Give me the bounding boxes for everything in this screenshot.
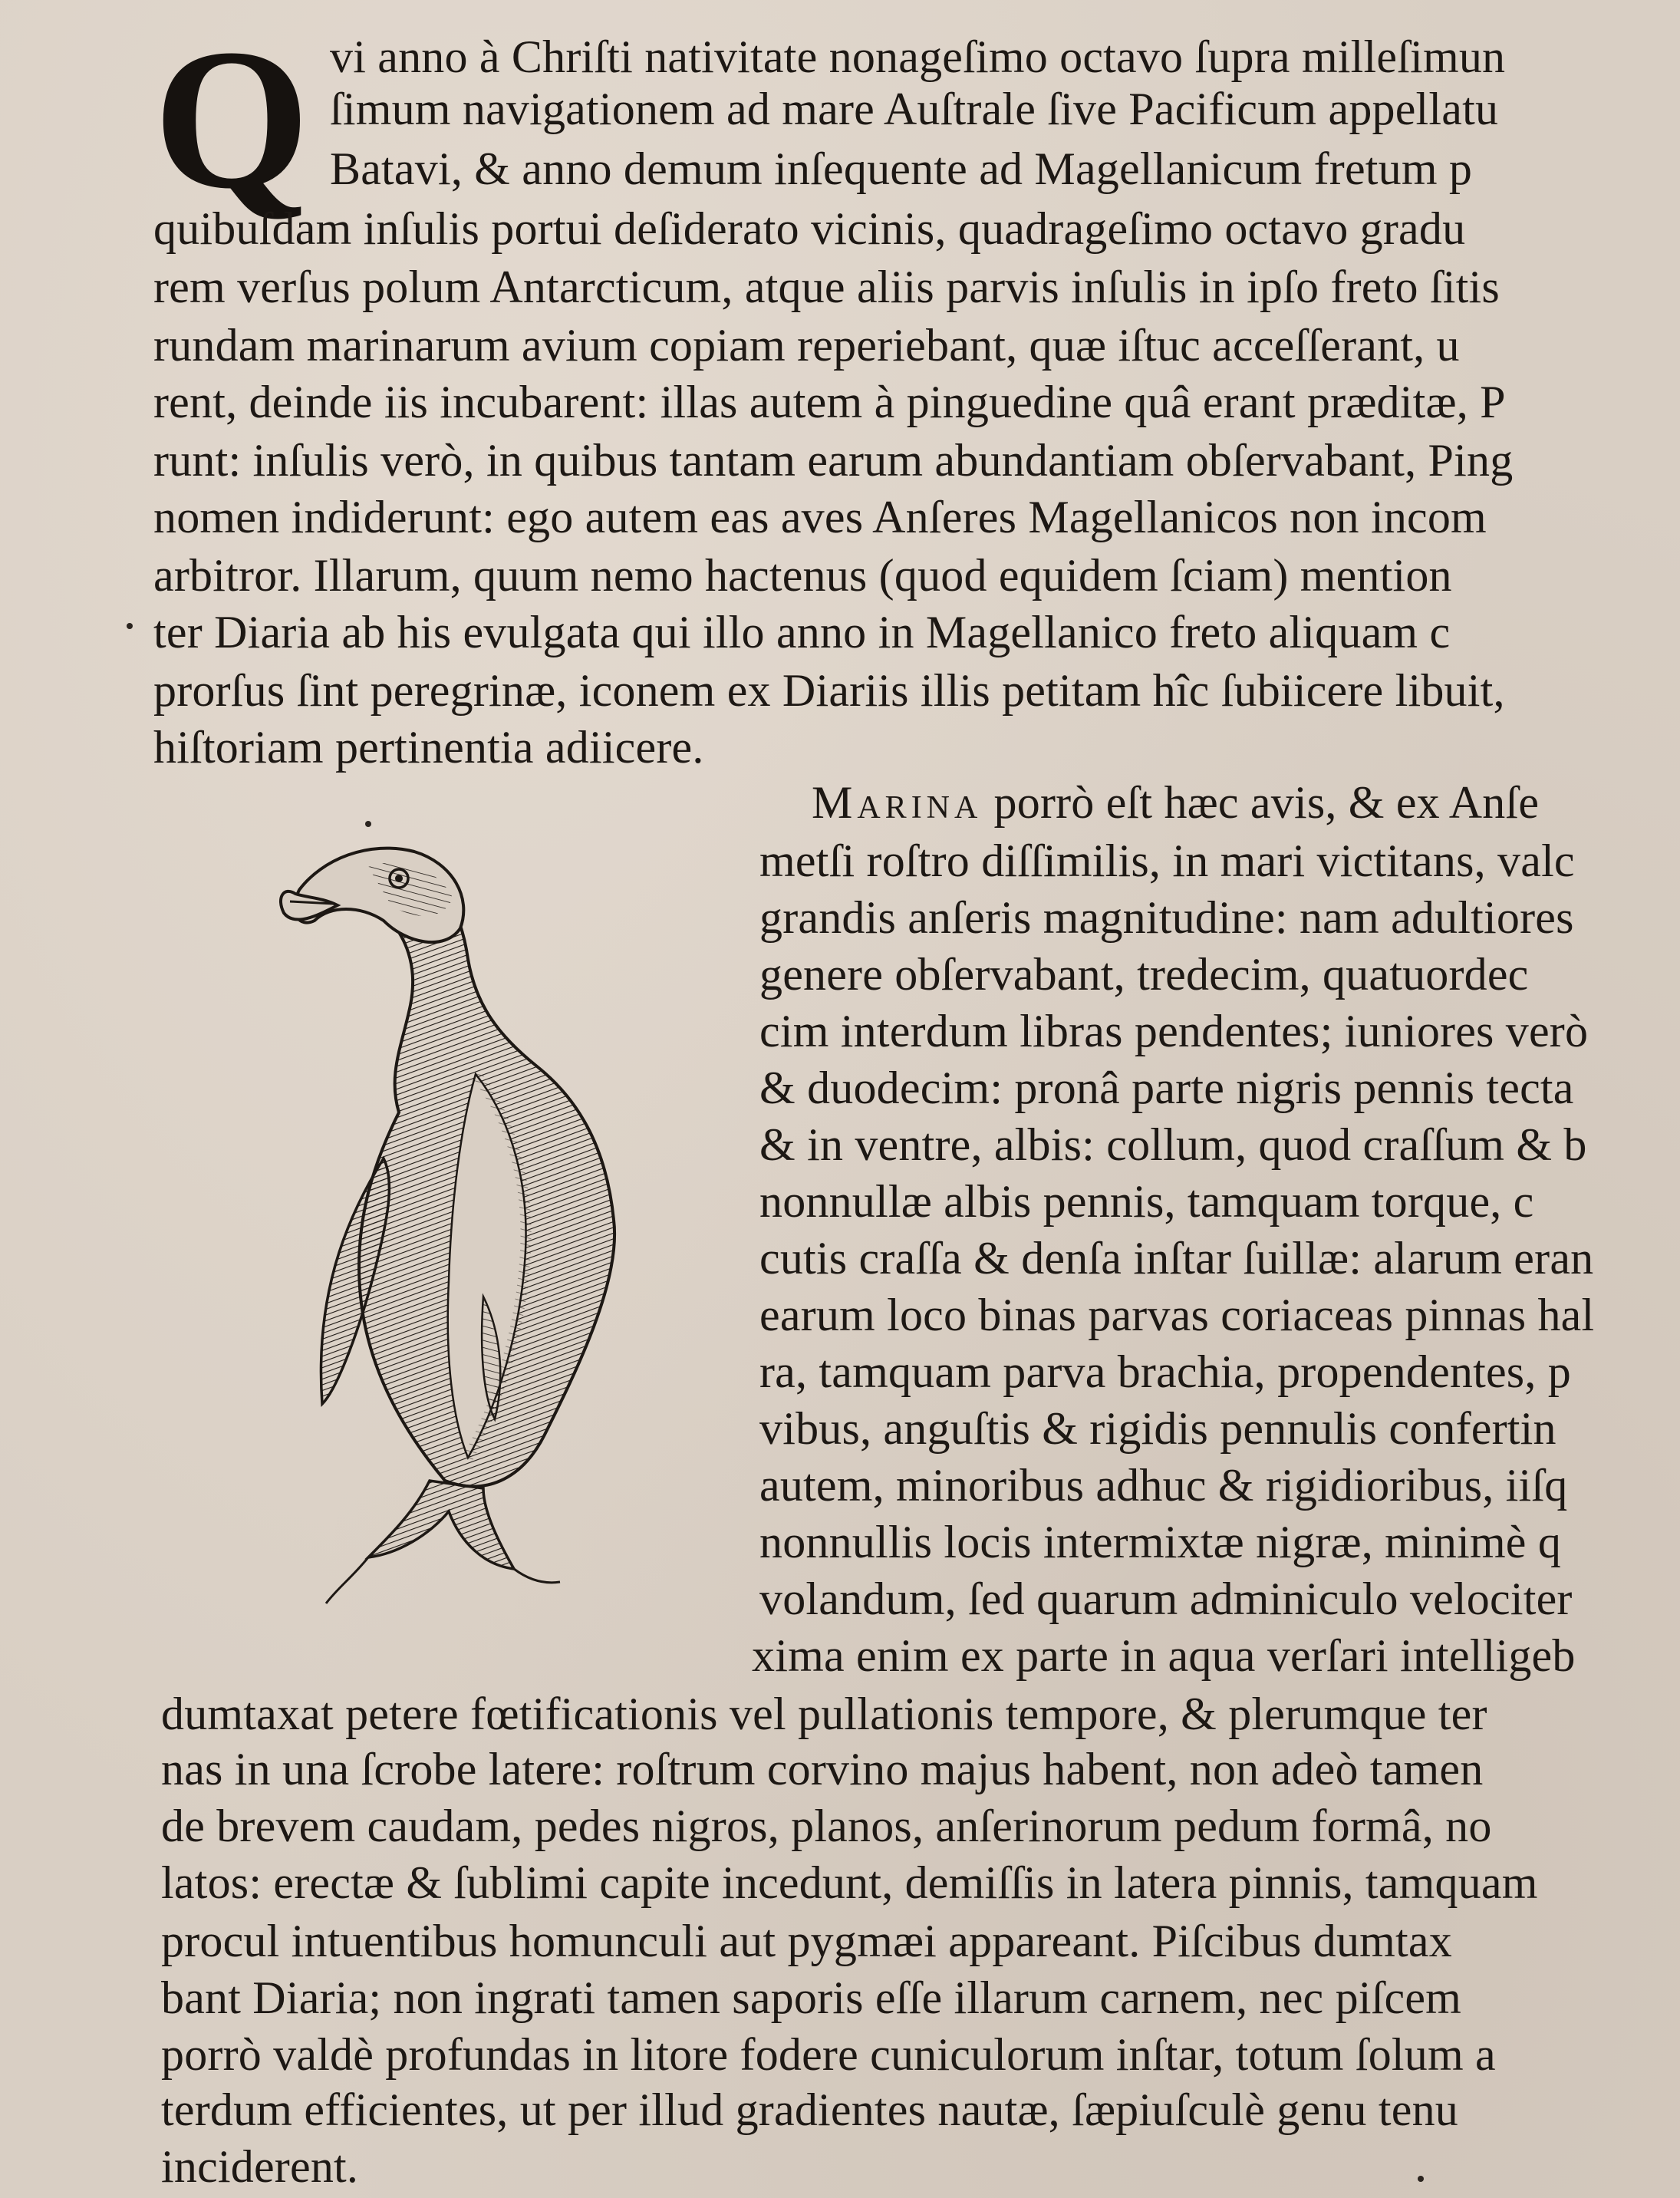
side-line-1-text: porrò eſt hæc avis, & ex Anſe (993, 777, 1540, 828)
text-line-side-9: cutis craſſa & denſa inſtar ſuillæ: alarum eran (759, 1233, 1594, 1284)
text-line-top-3: Batavi, & anno demum inſequente ad Magellanicum fretum p (330, 143, 1473, 194)
text-line-side-1 (812, 776, 1539, 829)
text-line-bottom-6: bant Diaria; non ingrati tamen saporis eſſe illarum carnem, nec piſcem (161, 1972, 1462, 2023)
text-line-side-2: metſi roſtro diſſimilis, in mari victitans, valc (759, 835, 1575, 886)
text-line-top-8: runt: inſulis verò, in quibus tantam earum abundantiam obſervabant, Ping (153, 435, 1514, 486)
text-line-side-12: vibus, anguſtis & rigidis pennulis confertin (759, 1403, 1556, 1454)
text-line-side-15: volandum, ſed quarum adminiculo velociter (759, 1574, 1573, 1624)
text-line-top-4: quibuſdam inſulis portui deſiderato vicinis, quadrageſimo octavo gradu (153, 203, 1466, 254)
text-line-side-3: grandis anſeris magnitudine: nam adultiores (759, 892, 1574, 943)
text-line-bottom-9: inciderent. (161, 2141, 359, 2192)
text-line-side-7: & in ventre, albis: collum, quod craſſum & b (759, 1119, 1587, 1170)
text-line-side-13: autem, minoribus adhuc & rigidioribus, iiſq (759, 1460, 1568, 1511)
text-line-top-2: ſimum navigationem ad mare Auſtrale ſive Pacificum appellatu (330, 84, 1499, 134)
text-line-bottom-5: procul intuentibus homunculi aut pygmæi appareant. Piſcibus dumtax (161, 1916, 1452, 1966)
margin-speck (127, 623, 133, 629)
text-line-side-14: nonnullis locis intermixtæ nigræ, minimè q (759, 1517, 1562, 1567)
text-line-bottom-3: de brevem caudam, pedes nigros, planos, anſerinorum pedum formâ, no (161, 1801, 1492, 1851)
text-line-side-8: nonnullæ albis pennis, tamquam torque, c (759, 1176, 1534, 1227)
text-line-top-9: nomen indiderunt: ego autem eas aves Anſeres Magellanicos non incom (153, 492, 1487, 542)
text-line-side-5: cim interdum libras pendentes; iuniores verò (759, 1006, 1589, 1056)
text-line-side-6: & duodecim: pronâ parte nigris pennis tecta (759, 1063, 1574, 1113)
text-line-bottom-1: dumtaxat petere fœtificationis vel pullationis tempore, & plerumque ter (161, 1689, 1487, 1739)
text-line-bottom-7: porrò valdè profundas in litore fodere cuniculorum inſtar, totum ſolum a (161, 2029, 1496, 2080)
text-line-top-10: arbitror. Illarum, quum nemo hactenus (quod equidem ſciam) mention (153, 550, 1452, 601)
text-line-top-13: hiſtoriam pertinentia adiicere. (153, 722, 704, 773)
margin-speck (1418, 2176, 1424, 2182)
text-line-side-16: xima enim ex parte in aqua verſari intelligeb (752, 1630, 1576, 1681)
text-line-bottom-2: nas in una ſcrobe latere: roſtrum corvino majus habent, non adeò tamen (161, 1744, 1484, 1794)
text-line-bottom-8: terdum efficientes, ut per illud gradientes nautæ, ſæpiuſculè genu tenu (161, 2084, 1458, 2135)
drop-cap-initial: Q (153, 8, 310, 230)
text-line-top-7: rent, deinde iis incubarent: illas autem à pinguedine quâ erant præditæ, P (153, 377, 1506, 427)
text-line-top-12: prorſus ſint peregrinæ, iconem ex Diariis illis petitam hîc ſubiicere libuit, (153, 665, 1505, 716)
text-line-top-6: rundam marinarum avium copiam reperiebant, quæ iſtuc acceſſerant, u (153, 320, 1460, 371)
text-line-top-11: ter Diaria ab his evulgata qui illo anno in Magellanico freto aliquam c (153, 607, 1451, 657)
text-line-top-1: vi anno à Chriſti nativitate nonageſimo octavo ſupra milleſimun (330, 31, 1506, 82)
text-line-side-11: ra, tamquam parva brachia, propendentes, p (759, 1346, 1571, 1397)
text-line-top-5: rem verſus polum Antarcticum, atque aliis parvis inſulis in ipſo freto ſitis (153, 262, 1500, 312)
margin-speck (365, 821, 371, 827)
text-line-side-10: earum loco binas parvas coriaceas pinnas hal (759, 1290, 1595, 1340)
text-line-bottom-4: latos: erectæ & ſublimi capite incedunt, demiſſis in latera pinnis, tamquam (161, 1857, 1538, 1908)
text-line-side-4: genere obſervabant, tredecim, quatuordec (759, 949, 1529, 1000)
section-lead-word: Marina (812, 777, 983, 828)
penguin-woodcut-illustration (253, 821, 652, 1626)
